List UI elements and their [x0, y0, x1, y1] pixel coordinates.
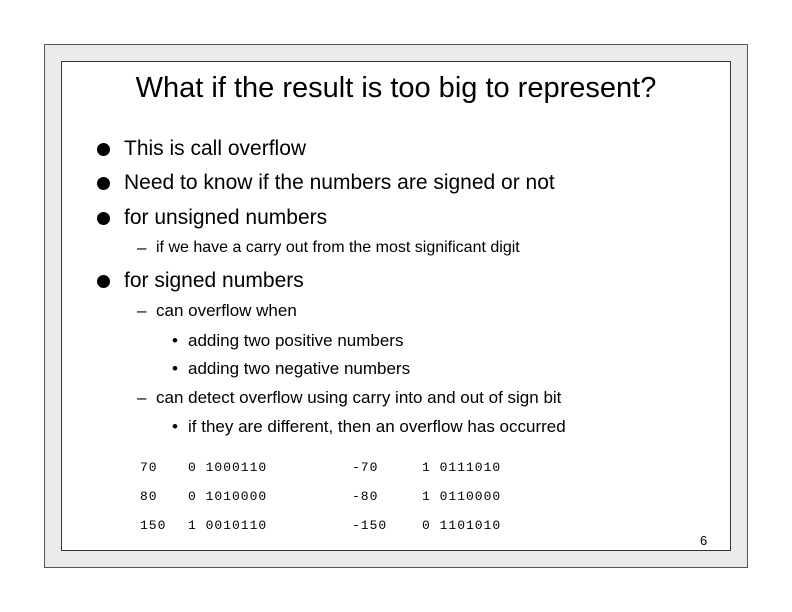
bullet-unsigned: for unsigned numbers — [124, 206, 328, 229]
case-negative: adding two negative numbers — [188, 359, 411, 378]
table-cell: 1 0110000 — [422, 489, 502, 504]
sub-bullet-dot: • — [172, 417, 178, 436]
table-cell: 0 1010000 — [188, 489, 268, 504]
table-cell: 1 0111010 — [422, 460, 502, 475]
table-cell: -80 — [352, 489, 379, 504]
slide-title: What if the result is too big to represent? — [135, 72, 657, 104]
page-number: 6 — [700, 533, 708, 548]
case-positive: adding two positive numbers — [188, 331, 404, 350]
table-cell: 80 — [140, 489, 158, 504]
bullet-signed: for signed numbers — [124, 269, 304, 292]
table-cell: -150 — [352, 518, 388, 533]
table-cell: 1 0010110 — [188, 518, 268, 533]
sub-bullet-dot: • — [172, 331, 178, 350]
can-overflow-when: can overflow when — [156, 301, 297, 320]
table-cell: -70 — [352, 460, 379, 475]
dash-marker: – — [137, 388, 147, 407]
bullet-dot — [97, 177, 110, 190]
detect-note: if they are different, then an overflow has occurred — [188, 417, 566, 436]
table-cell: 150 — [140, 518, 167, 533]
bullet-overflow: This is call overflow — [124, 137, 307, 160]
sub-bullet-dot: • — [172, 359, 178, 378]
table-cell: 0 1000110 — [188, 460, 268, 475]
bullet-dot — [97, 212, 110, 225]
bullet-signed-or-not: Need to know if the numbers are signed or not — [124, 171, 555, 194]
dash-marker: – — [137, 301, 147, 320]
bullet-dot — [97, 275, 110, 288]
bullet-dot — [97, 143, 110, 156]
table-cell: 70 — [140, 460, 158, 475]
detect-overflow: can detect overflow using carry into and out of sign bit — [156, 388, 562, 407]
dash-marker: – — [137, 238, 147, 257]
table-cell: 0 1101010 — [422, 518, 502, 533]
unsigned-carry-note: if we have a carry out from the most significant digit — [156, 239, 520, 256]
